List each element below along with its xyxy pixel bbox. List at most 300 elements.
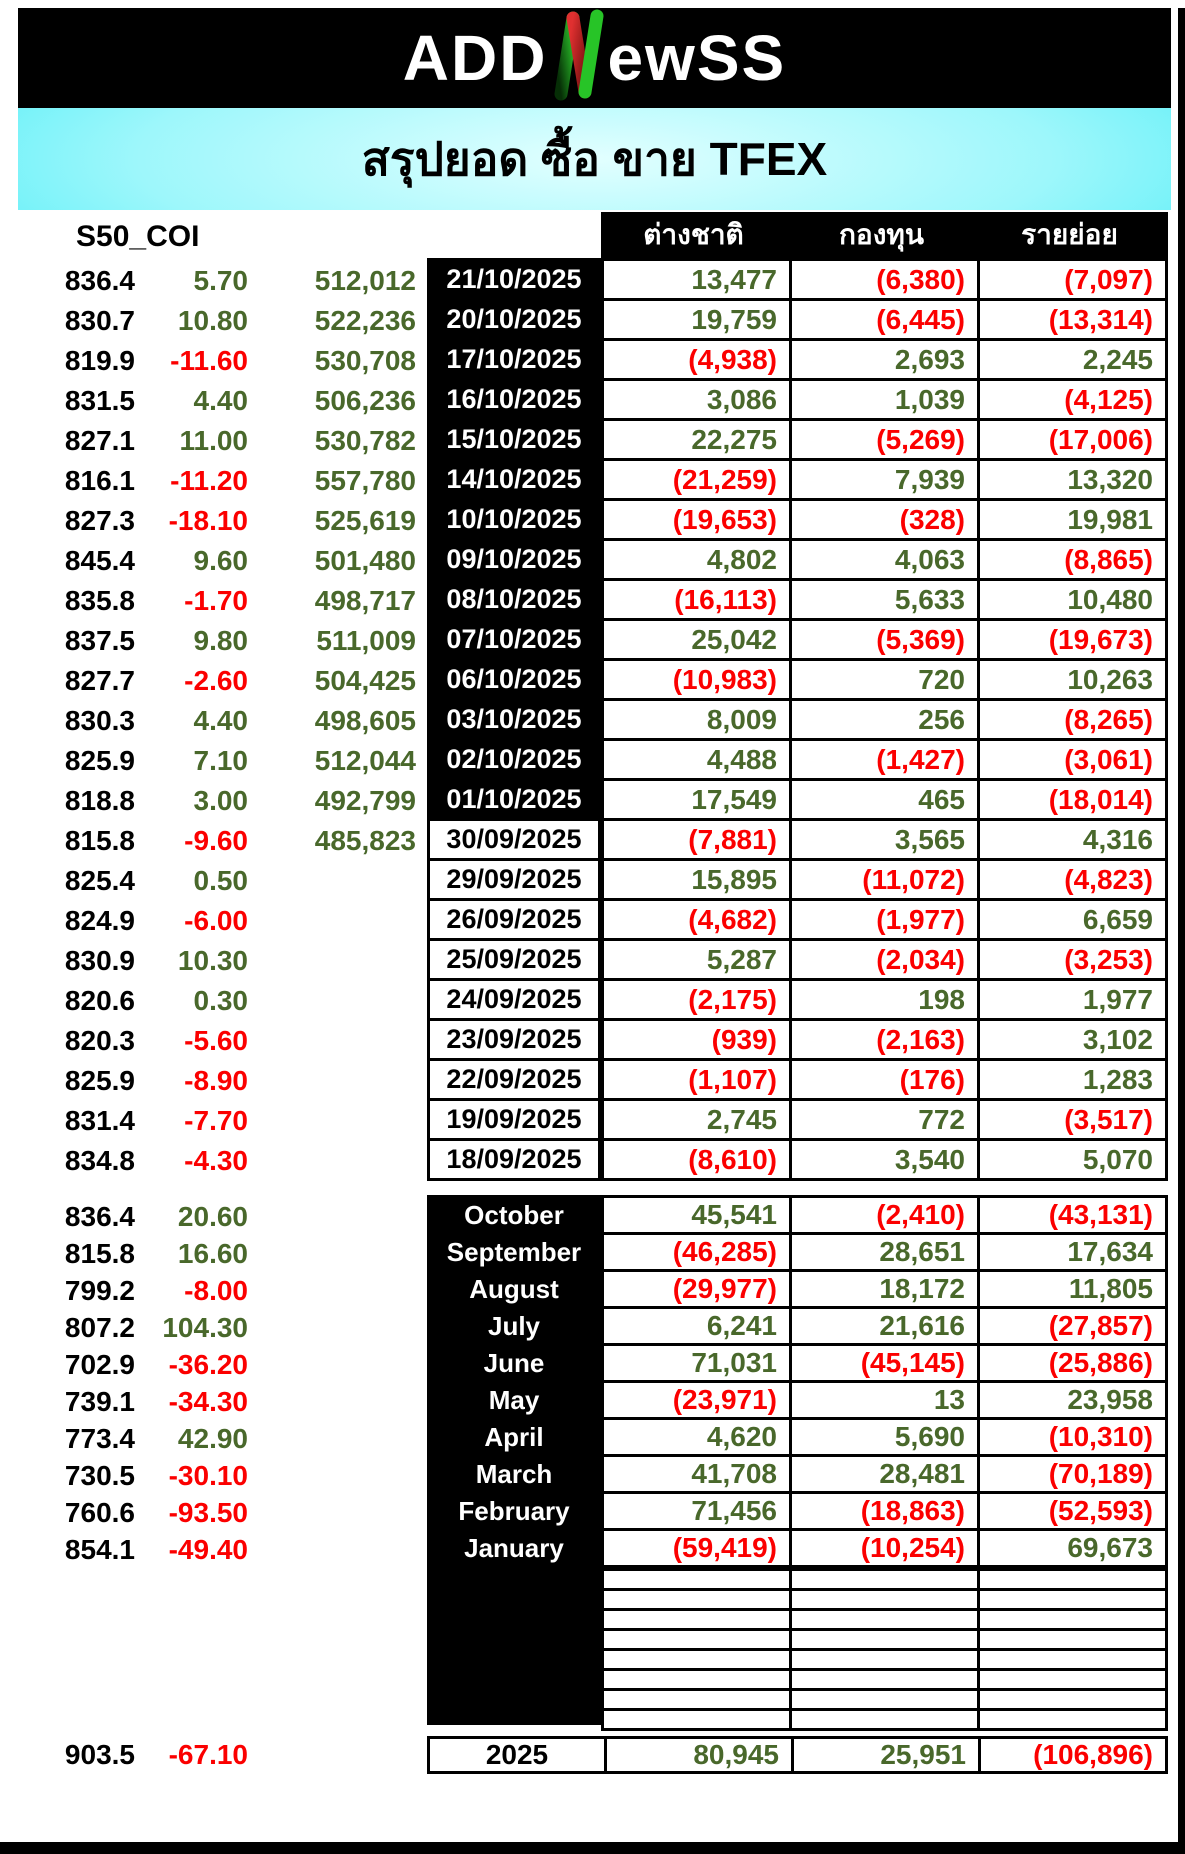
change-value: -49.40 [168, 1533, 248, 1565]
change-value: 0.30 [193, 985, 248, 1016]
title-banner [18, 108, 1171, 210]
value-cell: (4,682) [604, 901, 789, 938]
change-value: -4.30 [184, 1145, 248, 1176]
price-value: 702.9 [64, 1348, 135, 1380]
value-cell: 3,565 [792, 821, 977, 858]
date-cell: 26/09/2025 [430, 901, 598, 938]
value-cell: 2,245 [980, 341, 1165, 378]
value-cell: 10,480 [980, 581, 1165, 618]
empty-cell [604, 1591, 789, 1608]
value-cell: (1,977) [792, 901, 977, 938]
price-value: 820.3 [64, 1025, 135, 1056]
value-cell: (17,006) [980, 421, 1165, 458]
change-value: -93.50 [168, 1496, 248, 1528]
column-header-foreign: ต่างชาติ [601, 212, 786, 258]
brand-logo [403, 7, 786, 109]
date-cell: 25/09/2025 [430, 941, 598, 978]
price-row [0, 861, 416, 901]
price-row [0, 1101, 416, 1141]
value-cell: 45,541 [604, 1198, 789, 1232]
value-cell: (45,145) [792, 1346, 977, 1380]
value-cell: (10,983) [604, 661, 789, 698]
change-value: -67.10 [168, 1739, 248, 1770]
value-cell: 8,009 [604, 701, 789, 738]
value-cell: (7,881) [604, 821, 789, 858]
empty-cell [980, 1711, 1165, 1728]
date-cell: 17/10/2025 [430, 341, 598, 378]
price-value: 835.8 [64, 585, 135, 616]
empty-cell [792, 1711, 977, 1728]
price-value: 845.4 [64, 545, 135, 576]
value-cell: 4,488 [604, 741, 789, 778]
empty-cell [604, 1571, 789, 1588]
value-cell: 6,241 [604, 1309, 789, 1343]
open-interest-value: 498,717 [314, 585, 416, 616]
change-value: -8.00 [184, 1274, 248, 1306]
value-cell: (10,254) [792, 1531, 977, 1565]
value-cell: (6,380) [792, 261, 977, 298]
value-cell: (2,410) [792, 1198, 977, 1232]
value-cell: (176) [792, 1061, 977, 1098]
value-cell: 19,759 [604, 301, 789, 338]
empty-cell [980, 1651, 1165, 1668]
value-cell: (7,097) [980, 261, 1165, 298]
value-cell: (3,517) [980, 1101, 1165, 1138]
total-fund-value: 25,951 [794, 1739, 978, 1771]
empty-cell [980, 1691, 1165, 1708]
value-cell: (2,034) [792, 941, 977, 978]
empty-cell [792, 1571, 977, 1588]
price-value: 836.4 [64, 265, 135, 296]
empty-cell [792, 1691, 977, 1708]
change-value: -18.10 [168, 505, 248, 536]
price-value: 815.8 [64, 825, 135, 856]
change-value: -34.30 [168, 1385, 248, 1417]
value-cell: (1,107) [604, 1061, 789, 1098]
value-cell: 1,283 [980, 1061, 1165, 1098]
change-value: 9.80 [193, 625, 248, 656]
change-value: 42.90 [177, 1422, 248, 1454]
value-cell: (2,175) [604, 981, 789, 1018]
value-cell: (25,886) [980, 1346, 1165, 1380]
month-cell: September [446, 1237, 582, 1267]
date-cell: 20/10/2025 [430, 301, 598, 338]
date-cell: 01/10/2025 [430, 781, 598, 818]
column-header-fund: กองทุน [789, 212, 974, 258]
change-value: 16.60 [177, 1237, 248, 1269]
date-cell: 14/10/2025 [430, 461, 598, 498]
value-cell: (5,269) [792, 421, 977, 458]
change-value: -6.00 [184, 905, 248, 936]
price-value: 836.4 [64, 1200, 135, 1232]
change-value: 10.30 [177, 945, 248, 976]
open-interest-value: 512,012 [314, 265, 416, 296]
value-cell: (23,971) [604, 1383, 789, 1417]
month-cell: April [484, 1422, 544, 1452]
price-value: 903.5 [64, 1739, 135, 1770]
value-cell: (3,061) [980, 741, 1165, 778]
date-cell: 03/10/2025 [430, 701, 598, 738]
price-row [0, 461, 416, 501]
value-cell: 25,042 [604, 621, 789, 658]
date-cell: 08/10/2025 [430, 581, 598, 618]
date-cell: 10/10/2025 [430, 501, 598, 538]
value-cell: 1,977 [980, 981, 1165, 1018]
open-interest-value: 492,799 [314, 785, 416, 816]
price-value: 827.7 [64, 665, 135, 696]
empty-cell [792, 1671, 977, 1688]
year-total-row [427, 1736, 1168, 1774]
change-value: 7.10 [193, 745, 248, 776]
value-cell: (11,072) [792, 861, 977, 898]
value-cell: 11,805 [980, 1272, 1165, 1306]
value-cell: 4,316 [980, 821, 1165, 858]
empty-cell [980, 1631, 1165, 1648]
price-row [0, 1420, 416, 1457]
table-column-headers [601, 212, 1168, 258]
value-cell: (3,253) [980, 941, 1165, 978]
change-value: 20.60 [177, 1200, 248, 1232]
open-interest-value: 501,480 [314, 545, 416, 576]
price-value: 825.4 [64, 865, 135, 896]
price-row [0, 541, 416, 581]
daily-price-panel [0, 261, 416, 1181]
price-row [0, 341, 416, 381]
daily-data-table [601, 258, 1168, 1181]
value-cell: (16,113) [604, 581, 789, 618]
price-row [0, 501, 416, 541]
change-value: 4.40 [193, 705, 248, 736]
value-cell: (19,653) [604, 501, 789, 538]
spare-rows-table [601, 1568, 1168, 1731]
value-cell: 13,477 [604, 261, 789, 298]
total-price-panel [0, 1736, 416, 1774]
value-cell: 6,659 [980, 901, 1165, 938]
logo-n-icon [547, 7, 607, 109]
value-cell: (4,823) [980, 861, 1165, 898]
value-cell: 19,981 [980, 501, 1165, 538]
price-value: 820.6 [64, 985, 135, 1016]
open-interest-value: 498,605 [314, 705, 416, 736]
value-cell: 256 [792, 701, 977, 738]
value-cell: 71,031 [604, 1346, 789, 1380]
value-cell: 2,745 [604, 1101, 789, 1138]
price-value: 818.8 [64, 785, 135, 816]
value-cell: 17,634 [980, 1235, 1165, 1269]
daily-date-column [427, 258, 601, 1181]
price-row [0, 1309, 416, 1346]
value-cell: 772 [792, 1101, 977, 1138]
logo-bar [18, 8, 1171, 108]
date-cell: 02/10/2025 [430, 741, 598, 778]
price-row [0, 1235, 416, 1272]
change-value: 104.30 [162, 1311, 248, 1343]
change-value: -11.20 [170, 465, 248, 496]
price-row [0, 1736, 416, 1774]
date-cell: 24/09/2025 [430, 981, 598, 1018]
change-value: -11.60 [170, 345, 248, 376]
value-cell: 465 [792, 781, 977, 818]
open-interest-value: 512,044 [314, 745, 416, 776]
logo-text-post: ewSS [607, 22, 787, 94]
empty-cell [604, 1611, 789, 1628]
value-cell: (2,163) [792, 1021, 977, 1058]
price-row [0, 821, 416, 861]
change-value: 3.00 [193, 785, 248, 816]
price-row [0, 1457, 416, 1494]
change-value: 9.60 [193, 545, 248, 576]
price-value: 773.4 [64, 1422, 135, 1454]
open-interest-value: 506,236 [314, 385, 416, 416]
value-cell: 3,540 [792, 1141, 977, 1178]
change-value: -8.90 [184, 1065, 248, 1096]
value-cell: (8,265) [980, 701, 1165, 738]
price-row [0, 1141, 416, 1181]
month-cell: May [488, 1385, 540, 1415]
value-cell: (328) [792, 501, 977, 538]
price-value: 825.9 [64, 1065, 135, 1096]
price-row [0, 741, 416, 781]
price-row [0, 661, 416, 701]
month-cell: January [464, 1533, 564, 1563]
empty-cell [604, 1671, 789, 1688]
empty-cell [980, 1671, 1165, 1688]
value-cell: (13,314) [980, 301, 1165, 338]
value-cell: (18,014) [980, 781, 1165, 818]
value-cell: 3,086 [604, 381, 789, 418]
change-value: 4.40 [193, 385, 248, 416]
value-cell: (19,673) [980, 621, 1165, 658]
value-cell: (4,938) [604, 341, 789, 378]
change-value: -2.60 [184, 665, 248, 696]
year-label: 2025 [430, 1739, 604, 1771]
total-foreign-value: 80,945 [607, 1739, 791, 1771]
price-value: 830.7 [64, 305, 135, 336]
value-cell: (4,125) [980, 381, 1165, 418]
date-cell: 07/10/2025 [430, 621, 598, 658]
month-cell: February [458, 1496, 570, 1526]
price-row [0, 1531, 416, 1568]
change-value: -30.10 [168, 1459, 248, 1491]
price-value: 837.5 [64, 625, 135, 656]
date-cell: 29/09/2025 [430, 861, 598, 898]
empty-cell [792, 1651, 977, 1668]
value-cell: 13 [792, 1383, 977, 1417]
change-value: -7.70 [184, 1105, 248, 1136]
open-interest-value: 504,425 [314, 665, 416, 696]
value-cell: (8,610) [604, 1141, 789, 1178]
value-cell: 22,275 [604, 421, 789, 458]
empty-cell [792, 1611, 977, 1628]
date-cell: 06/10/2025 [430, 661, 598, 698]
price-row [0, 1198, 416, 1235]
value-cell: (6,445) [792, 301, 977, 338]
value-cell: 28,481 [792, 1457, 977, 1491]
open-interest-value: 522,236 [314, 305, 416, 336]
empty-cell [604, 1631, 789, 1648]
value-cell: (939) [604, 1021, 789, 1058]
price-row [0, 1272, 416, 1309]
month-cell: October [464, 1200, 564, 1230]
price-value: 854.1 [64, 1533, 135, 1565]
value-cell: 23,958 [980, 1383, 1165, 1417]
empty-cell [980, 1591, 1165, 1608]
change-value: -9.60 [184, 825, 248, 856]
open-interest-value: 485,823 [314, 825, 416, 856]
value-cell: (8,865) [980, 541, 1165, 578]
price-value: 830.9 [64, 945, 135, 976]
month-cell: March [475, 1459, 553, 1489]
date-cell: 19/09/2025 [430, 1101, 598, 1138]
value-cell: 21,616 [792, 1309, 977, 1343]
price-value: 824.9 [64, 905, 135, 936]
value-cell: (5,369) [792, 621, 977, 658]
price-value: 739.1 [64, 1385, 135, 1417]
monthly-data-table [601, 1195, 1168, 1568]
empty-cell [792, 1591, 977, 1608]
column-header-retail: รายย่อย [977, 212, 1162, 258]
value-cell: (70,189) [980, 1457, 1165, 1491]
value-cell: (27,857) [980, 1309, 1165, 1343]
price-row [0, 981, 416, 1021]
price-row [0, 781, 416, 821]
price-value: 730.5 [64, 1459, 135, 1491]
price-value: 831.5 [64, 385, 135, 416]
open-interest-value: 557,780 [314, 465, 416, 496]
value-cell: (21,259) [604, 461, 789, 498]
open-interest-value: 525,619 [314, 505, 416, 536]
price-row [0, 261, 416, 301]
price-value: 827.1 [64, 425, 135, 456]
price-value: 760.6 [64, 1496, 135, 1528]
value-cell: 5,287 [604, 941, 789, 978]
page-title: สรุปยอด ซื้อ ขาย TFEX [361, 132, 828, 185]
price-row [0, 1021, 416, 1061]
empty-cell [604, 1711, 789, 1728]
date-cell: 21/10/2025 [430, 261, 598, 298]
empty-cell [604, 1691, 789, 1708]
price-row [0, 901, 416, 941]
change-value: 10.80 [177, 305, 248, 336]
value-cell: 18,172 [792, 1272, 977, 1306]
price-row [0, 1061, 416, 1101]
open-interest-value: 530,708 [314, 345, 416, 376]
price-row [0, 701, 416, 741]
date-cell: 18/09/2025 [430, 1141, 598, 1178]
price-value: 825.9 [64, 745, 135, 776]
change-value: -36.20 [168, 1348, 248, 1380]
page-footer-bar [0, 1842, 1185, 1854]
symbol-label: S50_COI [76, 220, 200, 253]
change-value: -1.70 [184, 585, 248, 616]
value-cell: 28,651 [792, 1235, 977, 1269]
date-cell: 09/10/2025 [430, 541, 598, 578]
open-interest-value: 511,009 [316, 625, 416, 656]
price-row [0, 1494, 416, 1531]
monthly-price-panel [0, 1198, 416, 1568]
page-right-border [1178, 8, 1185, 1854]
price-value: 831.4 [64, 1105, 135, 1136]
month-cell: July [487, 1311, 541, 1341]
value-cell: 5,633 [792, 581, 977, 618]
price-value: 827.3 [64, 505, 135, 536]
value-cell: (46,285) [604, 1235, 789, 1269]
price-row [0, 581, 416, 621]
value-cell: 71,456 [604, 1494, 789, 1528]
value-cell: (18,863) [792, 1494, 977, 1528]
total-retail-value: (106,896) [981, 1739, 1165, 1771]
date-cell: 15/10/2025 [430, 421, 598, 458]
month-cell: August [469, 1274, 559, 1304]
value-cell: 2,693 [792, 341, 977, 378]
change-value: 5.70 [193, 265, 248, 296]
price-row [0, 1383, 416, 1420]
empty-cell [980, 1611, 1165, 1628]
price-value: 834.8 [64, 1145, 135, 1176]
date-cell: 22/09/2025 [430, 1061, 598, 1098]
value-cell: (29,977) [604, 1272, 789, 1306]
open-interest-value: 530,782 [314, 425, 416, 456]
value-cell: 720 [792, 661, 977, 698]
value-cell: 4,620 [604, 1420, 789, 1454]
price-row [0, 621, 416, 661]
empty-cell [792, 1631, 977, 1648]
value-cell: 4,802 [604, 541, 789, 578]
change-value: -5.60 [184, 1025, 248, 1056]
value-cell: 69,673 [980, 1531, 1165, 1565]
value-cell: 4,063 [792, 541, 977, 578]
value-cell: (59,419) [604, 1531, 789, 1565]
price-value: 830.3 [64, 705, 135, 736]
value-cell: 198 [792, 981, 977, 1018]
month-cell: June [483, 1348, 545, 1378]
price-value: 807.2 [64, 1311, 135, 1343]
value-cell: 1,039 [792, 381, 977, 418]
empty-cell [980, 1571, 1165, 1588]
price-row [0, 941, 416, 981]
value-cell: 41,708 [604, 1457, 789, 1491]
value-cell: (52,593) [980, 1494, 1165, 1528]
price-row [0, 421, 416, 461]
value-cell: 7,939 [792, 461, 977, 498]
value-cell: 13,320 [980, 461, 1165, 498]
value-cell: 10,263 [980, 661, 1165, 698]
date-cell: 30/09/2025 [430, 821, 598, 858]
change-value: 11.00 [179, 425, 248, 456]
price-row [0, 301, 416, 341]
price-value: 819.9 [64, 345, 135, 376]
empty-cell [604, 1651, 789, 1668]
price-row [0, 381, 416, 421]
price-value: 799.2 [64, 1274, 135, 1306]
logo-text-pre: ADD [402, 22, 548, 94]
value-cell: 17,549 [604, 781, 789, 818]
value-cell: (43,131) [980, 1198, 1165, 1232]
monthly-label-column [427, 1195, 601, 1725]
price-value: 815.8 [64, 1237, 135, 1269]
value-cell: 15,895 [604, 861, 789, 898]
date-cell: 23/09/2025 [430, 1021, 598, 1058]
value-cell: (1,427) [792, 741, 977, 778]
change-value: 0.50 [193, 865, 248, 896]
value-cell: 5,070 [980, 1141, 1165, 1178]
value-cell: (10,310) [980, 1420, 1165, 1454]
date-cell: 16/10/2025 [430, 381, 598, 418]
price-value: 816.1 [64, 465, 135, 496]
value-cell: 5,690 [792, 1420, 977, 1454]
value-cell: 3,102 [980, 1021, 1165, 1058]
price-row [0, 1346, 416, 1383]
